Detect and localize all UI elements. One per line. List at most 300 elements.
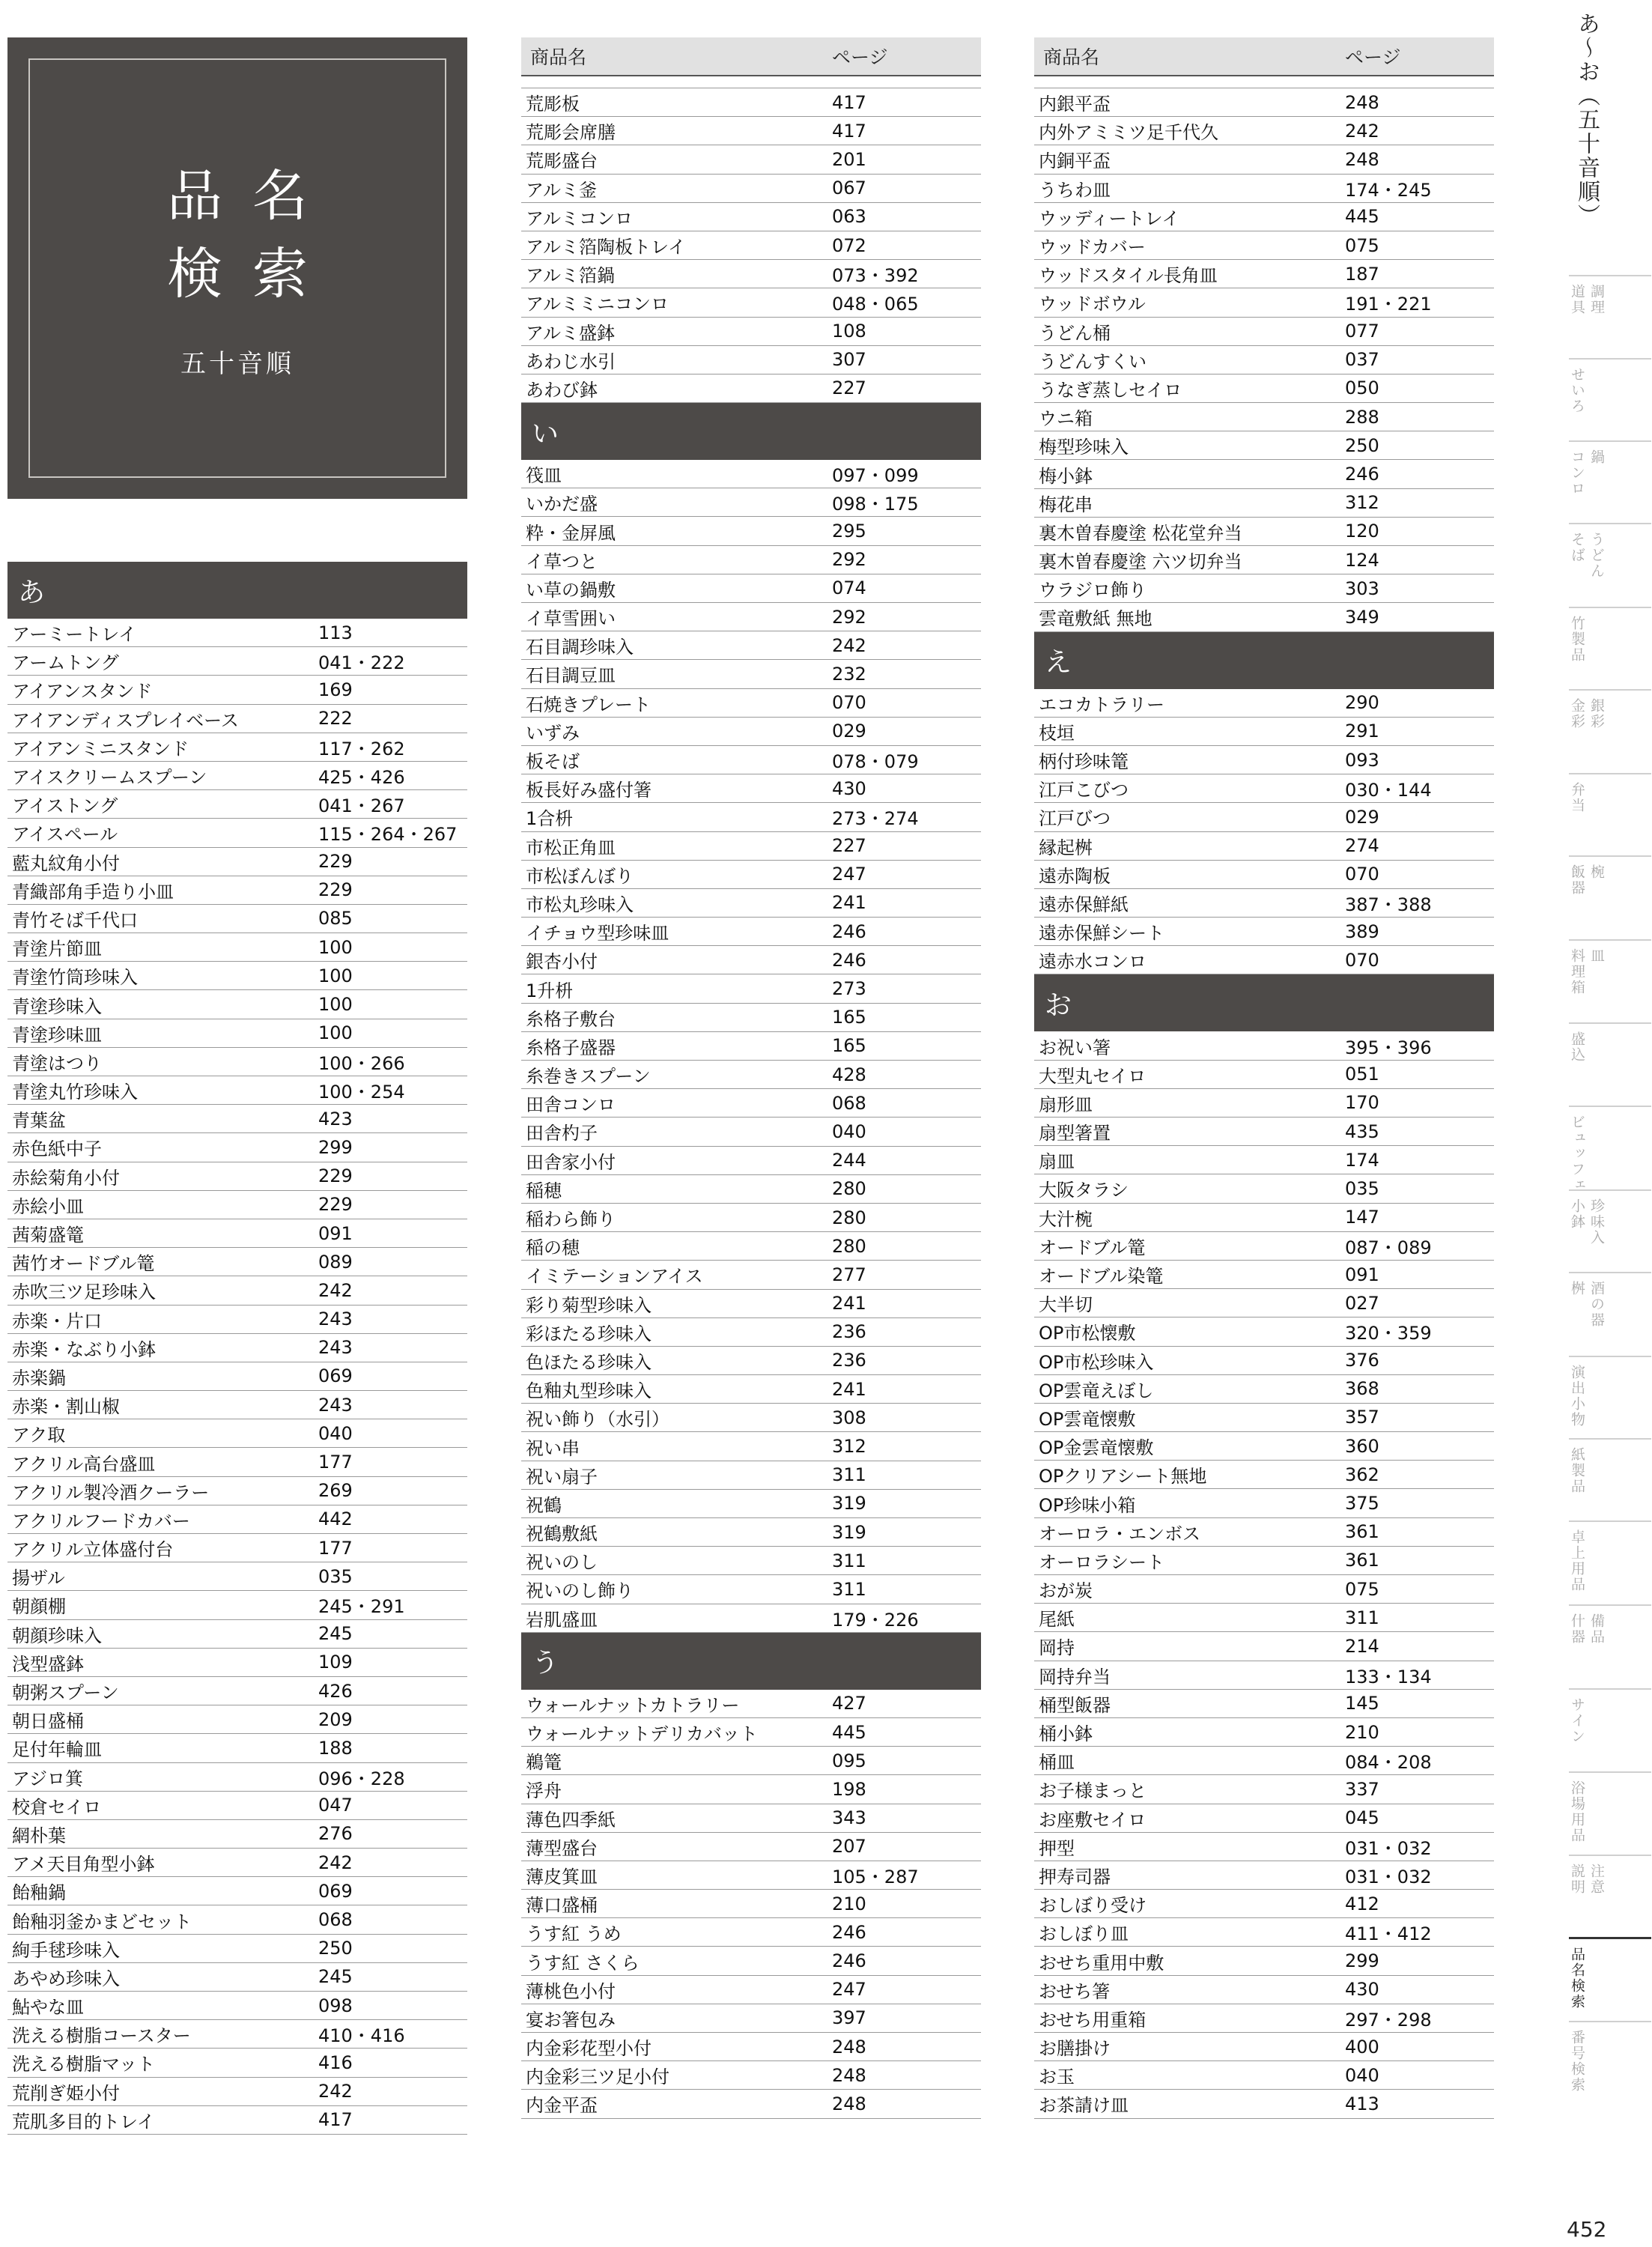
side-nav-label: 椀: [1588, 864, 1605, 880]
product-name: お茶請け皿: [1039, 2095, 1129, 2117]
index-row: [521, 374, 981, 403]
side-nav-item[interactable]: [1569, 440, 1651, 497]
index-row: [521, 1175, 981, 1204]
side-nav-label: 説明: [1569, 1864, 1585, 1895]
product-name: アイスペール: [12, 824, 118, 846]
product-name: イミテーションアイス: [526, 1266, 703, 1288]
index-row: [521, 774, 981, 803]
page-ref: 191・221: [1345, 294, 1432, 315]
index-row: [7, 905, 467, 933]
side-nav-label: 珍味入: [1588, 1198, 1605, 1246]
index-row: [7, 1048, 467, 1076]
product-name: 色ほたる珍味入: [526, 1351, 652, 1373]
product-name: おが炭: [1039, 1580, 1093, 1602]
page-ref: 292: [832, 549, 866, 571]
page-ref: 376: [1345, 1350, 1379, 1371]
page-ref: 095: [832, 1750, 866, 1771]
product-name: あわじ水引: [526, 351, 616, 372]
page-ref: 242: [318, 1279, 353, 1301]
product-name: 朝顔棚: [12, 1596, 66, 1618]
index-row: [1034, 1976, 1494, 2004]
index-row: [1034, 1404, 1494, 1432]
page-ref: 040: [1345, 2064, 1379, 2086]
product-name: 赤絵菊角小付: [12, 1167, 120, 1189]
product-name: 板そば: [526, 751, 580, 773]
page-ref: 198: [832, 1778, 866, 1800]
title-subtitle: 五十音順: [180, 348, 294, 379]
index-row: [1034, 288, 1494, 317]
side-nav-item[interactable]: [1569, 1356, 1651, 1428]
page-ref: 413: [1345, 2093, 1379, 2114]
section-heading: い: [521, 403, 981, 460]
index-row: [1034, 918, 1494, 946]
side-nav-item[interactable]: [1569, 1688, 1651, 1744]
page-ref: 242: [1345, 120, 1379, 142]
side-nav-label: 備品: [1588, 1613, 1605, 1645]
product-name: OP市松懐敷: [1039, 1323, 1136, 1344]
product-name: ウッディートレイ: [1039, 207, 1180, 229]
page-ref: 311: [832, 1550, 866, 1571]
product-name: 内金彩花型小付: [526, 2038, 652, 2060]
side-nav-item[interactable]: [1569, 773, 1651, 813]
page-ref: 290: [1345, 692, 1379, 714]
index-row: [1034, 861, 1494, 889]
page-ref: 087・089: [1345, 1237, 1432, 1258]
product-name: おせち用重箱: [1039, 2009, 1147, 2031]
title-line-2: 検索: [167, 241, 338, 306]
product-name: 内金平盃: [526, 2095, 598, 2117]
page-ref: 100: [318, 936, 353, 958]
page-ref: 395・396: [1345, 1037, 1432, 1058]
product-name: アルミ箔陶板トレイ: [526, 237, 686, 258]
product-name: 薄桃色小付: [526, 1980, 616, 2002]
index-row: [7, 1849, 467, 1877]
product-name: アイストング: [12, 795, 118, 817]
index-row: [1034, 175, 1494, 203]
index-row: [1034, 546, 1494, 574]
index-row: [521, 517, 981, 545]
index-row: [1034, 1317, 1494, 1346]
product-name: 網朴葉: [12, 1825, 66, 1846]
index-row: [7, 1534, 467, 1562]
product-name: 薄型盛台: [526, 1837, 598, 1859]
page-ref: 297・298: [1345, 2009, 1432, 2031]
product-name: 浮舟: [526, 1780, 562, 1802]
page-ref: 227: [832, 835, 866, 857]
product-name: 内金彩三ツ足小付: [526, 2066, 669, 2088]
product-name: 扇形皿: [1039, 1094, 1093, 1115]
product-name: 田舎コンロ: [526, 1094, 616, 1116]
product-name: いずみ: [526, 722, 580, 744]
index-row: [7, 1677, 467, 1705]
page-ref: 368: [1345, 1378, 1379, 1400]
side-nav-item[interactable]: [1569, 1272, 1651, 1328]
side-nav-item[interactable]: [1569, 523, 1651, 579]
header-page: ページ: [832, 46, 888, 68]
page-ref: 097・099: [832, 465, 919, 487]
index-row: [7, 1419, 467, 1448]
product-name: 赤吹三ツ足珍味入: [12, 1282, 156, 1303]
product-name: 雲竜敷紙 無地: [1039, 608, 1153, 630]
side-nav-item[interactable]: [1569, 1022, 1651, 1063]
side-nav-item[interactable]: [1569, 358, 1651, 414]
index-row: [1034, 117, 1494, 145]
column-header: [521, 37, 981, 76]
index-row: [1034, 460, 1494, 488]
product-name: 揚ザル: [12, 1568, 65, 1589]
product-name: オードブル篭: [1039, 1237, 1146, 1258]
page-ref: 068: [832, 1092, 866, 1114]
index-row: [521, 488, 981, 517]
page-ref: 319: [832, 1521, 866, 1543]
page-ref: 045: [1345, 1807, 1379, 1829]
side-nav-label: せいろ: [1569, 367, 1585, 414]
index-row: [7, 2106, 467, 2135]
product-name: 市松正角皿: [526, 837, 616, 858]
product-name: 青塗珍味皿: [12, 1024, 102, 1046]
product-name: 江戸びつ: [1039, 808, 1111, 830]
product-name: 荒肌多目的トレイ: [12, 2111, 155, 2132]
index-row: [7, 819, 467, 847]
product-name: アルミ釜: [526, 179, 598, 201]
product-name: 桶小鉢: [1039, 1723, 1093, 1745]
index-row: [1034, 574, 1494, 603]
side-nav-item[interactable]: [1569, 1189, 1651, 1246]
index-row: [7, 1591, 467, 1619]
page-ref: 031・032: [1345, 1866, 1432, 1887]
side-nav-item[interactable]: [1569, 939, 1651, 995]
page-ref: 312: [832, 1436, 866, 1458]
product-name: お膳掛け: [1039, 2038, 1111, 2060]
index-row: [521, 861, 981, 889]
side-nav-item[interactable]: [1569, 1937, 1651, 2010]
index-row: [1034, 1174, 1494, 1203]
index-row: [7, 933, 467, 962]
product-name: あやめ珍味入: [12, 1968, 120, 1989]
page-ref: 311: [832, 1464, 866, 1486]
index-row: [521, 288, 981, 317]
page-ref: 232: [832, 663, 866, 685]
page-ref: 242: [318, 1852, 353, 1873]
index-row: [7, 1191, 467, 1219]
product-name: 青塗片節皿: [12, 938, 102, 960]
product-name: 飴釉鍋: [12, 1882, 66, 1904]
product-name: 赤楽鍋: [12, 1367, 66, 1389]
index-row: [521, 746, 981, 774]
page-ref: 250: [1345, 434, 1379, 456]
index-row: [521, 1947, 981, 1975]
index-row: [1034, 1890, 1494, 1918]
index-row: [521, 1432, 981, 1461]
index-row: [1034, 1232, 1494, 1261]
index-row: [521, 1575, 981, 1604]
index-row: [7, 1877, 467, 1905]
product-name: 岡持弁当: [1039, 1666, 1111, 1687]
page-ref: 120: [1345, 521, 1379, 542]
product-name: アクリル製冷酒クーラー: [12, 1482, 210, 1503]
product-name: アク取: [12, 1425, 66, 1446]
product-name: アジロ箕: [12, 1768, 84, 1789]
side-nav-label: 銀彩: [1588, 698, 1605, 730]
product-name: 絢手毬珍味入: [12, 1939, 120, 1961]
page-ref: 361: [1345, 1521, 1379, 1543]
product-name: 大半切: [1039, 1294, 1093, 1316]
page-ref: 411・412: [1345, 1923, 1432, 1945]
title-line-1: 品名: [167, 163, 338, 228]
side-nav-item[interactable]: [1569, 1855, 1651, 1895]
page-number: 452: [1567, 2217, 1607, 2242]
product-name: アイアンディスプレイベース: [12, 709, 239, 731]
index-row: [521, 1775, 981, 1804]
page-ref: 291: [1345, 721, 1379, 742]
page-ref: 098: [318, 1995, 353, 2016]
product-name: 田舎杓子: [526, 1123, 598, 1144]
index-row: [521, 918, 981, 946]
page-ref: 035: [1345, 1177, 1379, 1199]
side-nav-item[interactable]: [1569, 1604, 1651, 1645]
page-ref: 069: [318, 1365, 353, 1387]
product-name: 遠赤水コンロ: [1039, 951, 1147, 973]
index-row: [521, 1089, 981, 1118]
product-name: 銀杏小付: [526, 951, 598, 973]
page-ref: 169: [318, 679, 353, 700]
index-row: [521, 1547, 981, 1575]
page-ref: 179・226: [832, 1609, 919, 1631]
index-row: [7, 962, 467, 990]
index-row: [521, 1318, 981, 1347]
side-nav-label: 番号検索: [1569, 2030, 1585, 2093]
product-name: 江戸こびつ: [1039, 780, 1129, 801]
product-name: 扇型箸置: [1039, 1123, 1111, 1144]
product-name: い草の鍋敷: [526, 579, 616, 601]
product-name: 尾紙: [1039, 1609, 1075, 1631]
index-row: [521, 1004, 981, 1032]
page-ref: 069: [318, 1880, 353, 1902]
page-ref: 244: [832, 1150, 866, 1171]
index-row: [521, 1347, 981, 1375]
index-row: [7, 1105, 467, 1133]
index-row: [1034, 518, 1494, 546]
product-name: 糸格子盛器: [526, 1037, 616, 1058]
side-nav-label: 鍋: [1588, 449, 1605, 465]
product-name: ウラジロ飾り: [1039, 580, 1147, 601]
page-ref: 349: [1345, 606, 1379, 628]
side-nav-label: 飯器: [1569, 864, 1585, 896]
index-row: [7, 790, 467, 819]
page-ref: 430: [1345, 1979, 1379, 2001]
index-row: [1034, 1547, 1494, 1575]
index-row: [521, 832, 981, 861]
side-nav-item[interactable]: [1569, 689, 1651, 730]
product-name: 市松ぼんぼり: [526, 865, 634, 887]
page-ref: 070: [1345, 864, 1379, 885]
index-row: [7, 1162, 467, 1191]
page-ref: 113: [318, 622, 353, 643]
page-ref: 280: [832, 1207, 866, 1228]
page-ref: 273: [832, 978, 866, 1000]
page-ref: 085: [318, 908, 353, 930]
index-row: [521, 803, 981, 831]
index-row: [521, 631, 981, 660]
page-ref: 174・245: [1345, 179, 1432, 201]
page-ref: 295: [832, 521, 866, 542]
product-name: 遠赤保鮮紙: [1039, 894, 1129, 915]
page-ref: 425・426: [318, 767, 405, 789]
index-row: [1034, 2004, 1494, 2033]
page-ref: 417: [832, 91, 866, 113]
side-nav-label: 演出小物: [1569, 1365, 1585, 1428]
side-nav-item[interactable]: [1569, 855, 1651, 896]
index-row: [1034, 2061, 1494, 2090]
page-ref: 273・274: [832, 808, 919, 830]
side-nav-label: 桝: [1569, 1281, 1585, 1297]
product-name: 桶皿: [1039, 1752, 1075, 1774]
page-ref: 030・144: [1345, 780, 1432, 801]
page-ref: 027: [1345, 1292, 1379, 1314]
index-row: [1034, 1518, 1494, 1547]
side-nav-item[interactable]: [1569, 1771, 1651, 1843]
page-ref: 040: [832, 1121, 866, 1142]
page-ref: 243: [318, 1337, 353, 1359]
product-name: 祝鶴敷紙: [526, 1523, 598, 1545]
page-ref: 068: [318, 1909, 353, 1931]
page-ref: 041・267: [318, 795, 405, 817]
index-row: [1034, 1489, 1494, 1517]
index-row: [521, 175, 981, 203]
index-row: [1034, 489, 1494, 518]
product-name: 内外アミミツ足千代久: [1039, 122, 1218, 144]
page-ref: 077: [1345, 321, 1379, 342]
index-row: [7, 1133, 467, 1162]
product-name: アメ天目角型小鉢: [12, 1854, 155, 1875]
product-name: OPクリアシート無地: [1039, 1466, 1207, 1488]
page-ref: 229: [318, 851, 353, 873]
page-ref: 416: [318, 2052, 353, 2073]
index-row: [1034, 1947, 1494, 1975]
index-row: [521, 974, 981, 1003]
page-ref: 229: [318, 1165, 353, 1187]
product-name: 筏皿: [526, 465, 562, 487]
page-ref: 389: [1345, 921, 1379, 942]
index-row: [7, 647, 467, 676]
column-header: [1034, 37, 1494, 76]
index-row: [1034, 374, 1494, 403]
side-nav-item[interactable]: [1569, 275, 1651, 315]
index-row: [1034, 1604, 1494, 1632]
index-row: [521, 1290, 981, 1318]
index-row: [521, 889, 981, 918]
index-row: [521, 689, 981, 718]
index-row: [521, 260, 981, 288]
page-ref: 174: [1345, 1149, 1379, 1171]
index-row: [7, 1362, 467, 1391]
index-row: [1034, 1089, 1494, 1118]
index-row: [7, 1963, 467, 1992]
side-nav-item[interactable]: [1569, 1520, 1651, 1592]
index-row: [7, 1905, 467, 1934]
index-row: [1034, 746, 1494, 774]
page-ref: 288: [1345, 406, 1379, 428]
side-nav-item[interactable]: [1569, 607, 1651, 663]
product-name: 赤色紙中子: [12, 1138, 102, 1160]
side-nav-label: 金彩: [1569, 698, 1585, 730]
product-name: 板長好み盛付箸: [526, 780, 652, 801]
product-name: 祝鶴: [526, 1494, 562, 1516]
product-name: アクリルフードカバー: [12, 1510, 190, 1532]
product-name: うす紅 さくら: [526, 1952, 640, 1974]
page-ref: 031・032: [1345, 1837, 1432, 1859]
index-row: [7, 1448, 467, 1476]
product-name: 岩肌盛皿: [526, 1609, 598, 1631]
index-row: [521, 1261, 981, 1289]
index-row: [1034, 1918, 1494, 1947]
index-row: [7, 2020, 467, 2049]
page-ref: 423: [318, 1108, 353, 1129]
page-ref: 109: [318, 1652, 353, 1673]
index-row: [7, 1019, 467, 1048]
index-row: [7, 848, 467, 876]
side-nav-item[interactable]: [1569, 1106, 1651, 1193]
product-name: 荒彫板: [526, 94, 580, 115]
index-row: [7, 2049, 467, 2077]
index-row: [521, 718, 981, 746]
side-nav-item[interactable]: [1569, 1438, 1651, 1494]
product-name: おしぼり皿: [1039, 1923, 1129, 1945]
index-row: [1034, 231, 1494, 260]
page-ref: 276: [318, 1823, 353, 1845]
product-name: アルミミニコンロ: [526, 294, 669, 315]
page-ref: 229: [318, 1194, 353, 1216]
product-name: 石目調珍味入: [526, 637, 634, 658]
index-row: [1034, 403, 1494, 431]
side-nav-label: 浴場用品: [1569, 1780, 1585, 1843]
index-row: [1034, 1461, 1494, 1489]
side-nav-label: 調理: [1588, 284, 1605, 315]
index-row: [1034, 431, 1494, 460]
page-ref: 210: [1345, 1721, 1379, 1743]
product-name: うす紅 うめ: [526, 1923, 622, 1945]
index-row: [521, 145, 981, 174]
product-name: うどん桶: [1039, 322, 1111, 344]
side-nav-item[interactable]: [1569, 2021, 1651, 2093]
index-row: [1034, 1289, 1494, 1317]
side-nav-label: 盛込: [1569, 1031, 1585, 1063]
index-row: [1034, 1204, 1494, 1232]
index-column-2: [521, 37, 981, 2119]
page-ref: 236: [832, 1321, 866, 1343]
index-row: [1034, 1833, 1494, 1861]
index-row: [7, 1649, 467, 1677]
product-name: 押寿司器: [1039, 1866, 1111, 1887]
product-name: 市松丸珍味入: [526, 894, 634, 915]
product-name: 岡持: [1039, 1637, 1075, 1659]
page-ref: 241: [832, 1293, 866, 1314]
index-row: [521, 1604, 981, 1633]
side-nav-label: 弁当: [1569, 782, 1585, 813]
page-ref: 084・208: [1345, 1752, 1432, 1774]
index-row: [521, 574, 981, 603]
product-name: 色釉丸型珍味入: [526, 1380, 652, 1402]
page-ref: 177: [318, 1537, 353, 1559]
product-name: OP金雲竜懐敷: [1039, 1437, 1154, 1459]
index-row: [1034, 1775, 1494, 1804]
page-ref: 147: [1345, 1207, 1379, 1228]
page-ref: 400: [1345, 2036, 1379, 2058]
product-name: オーロラシート: [1039, 1551, 1164, 1573]
index-row: [1034, 1347, 1494, 1375]
page-ref: 308: [832, 1407, 866, 1428]
product-name: イ草雪囲い: [526, 608, 616, 630]
